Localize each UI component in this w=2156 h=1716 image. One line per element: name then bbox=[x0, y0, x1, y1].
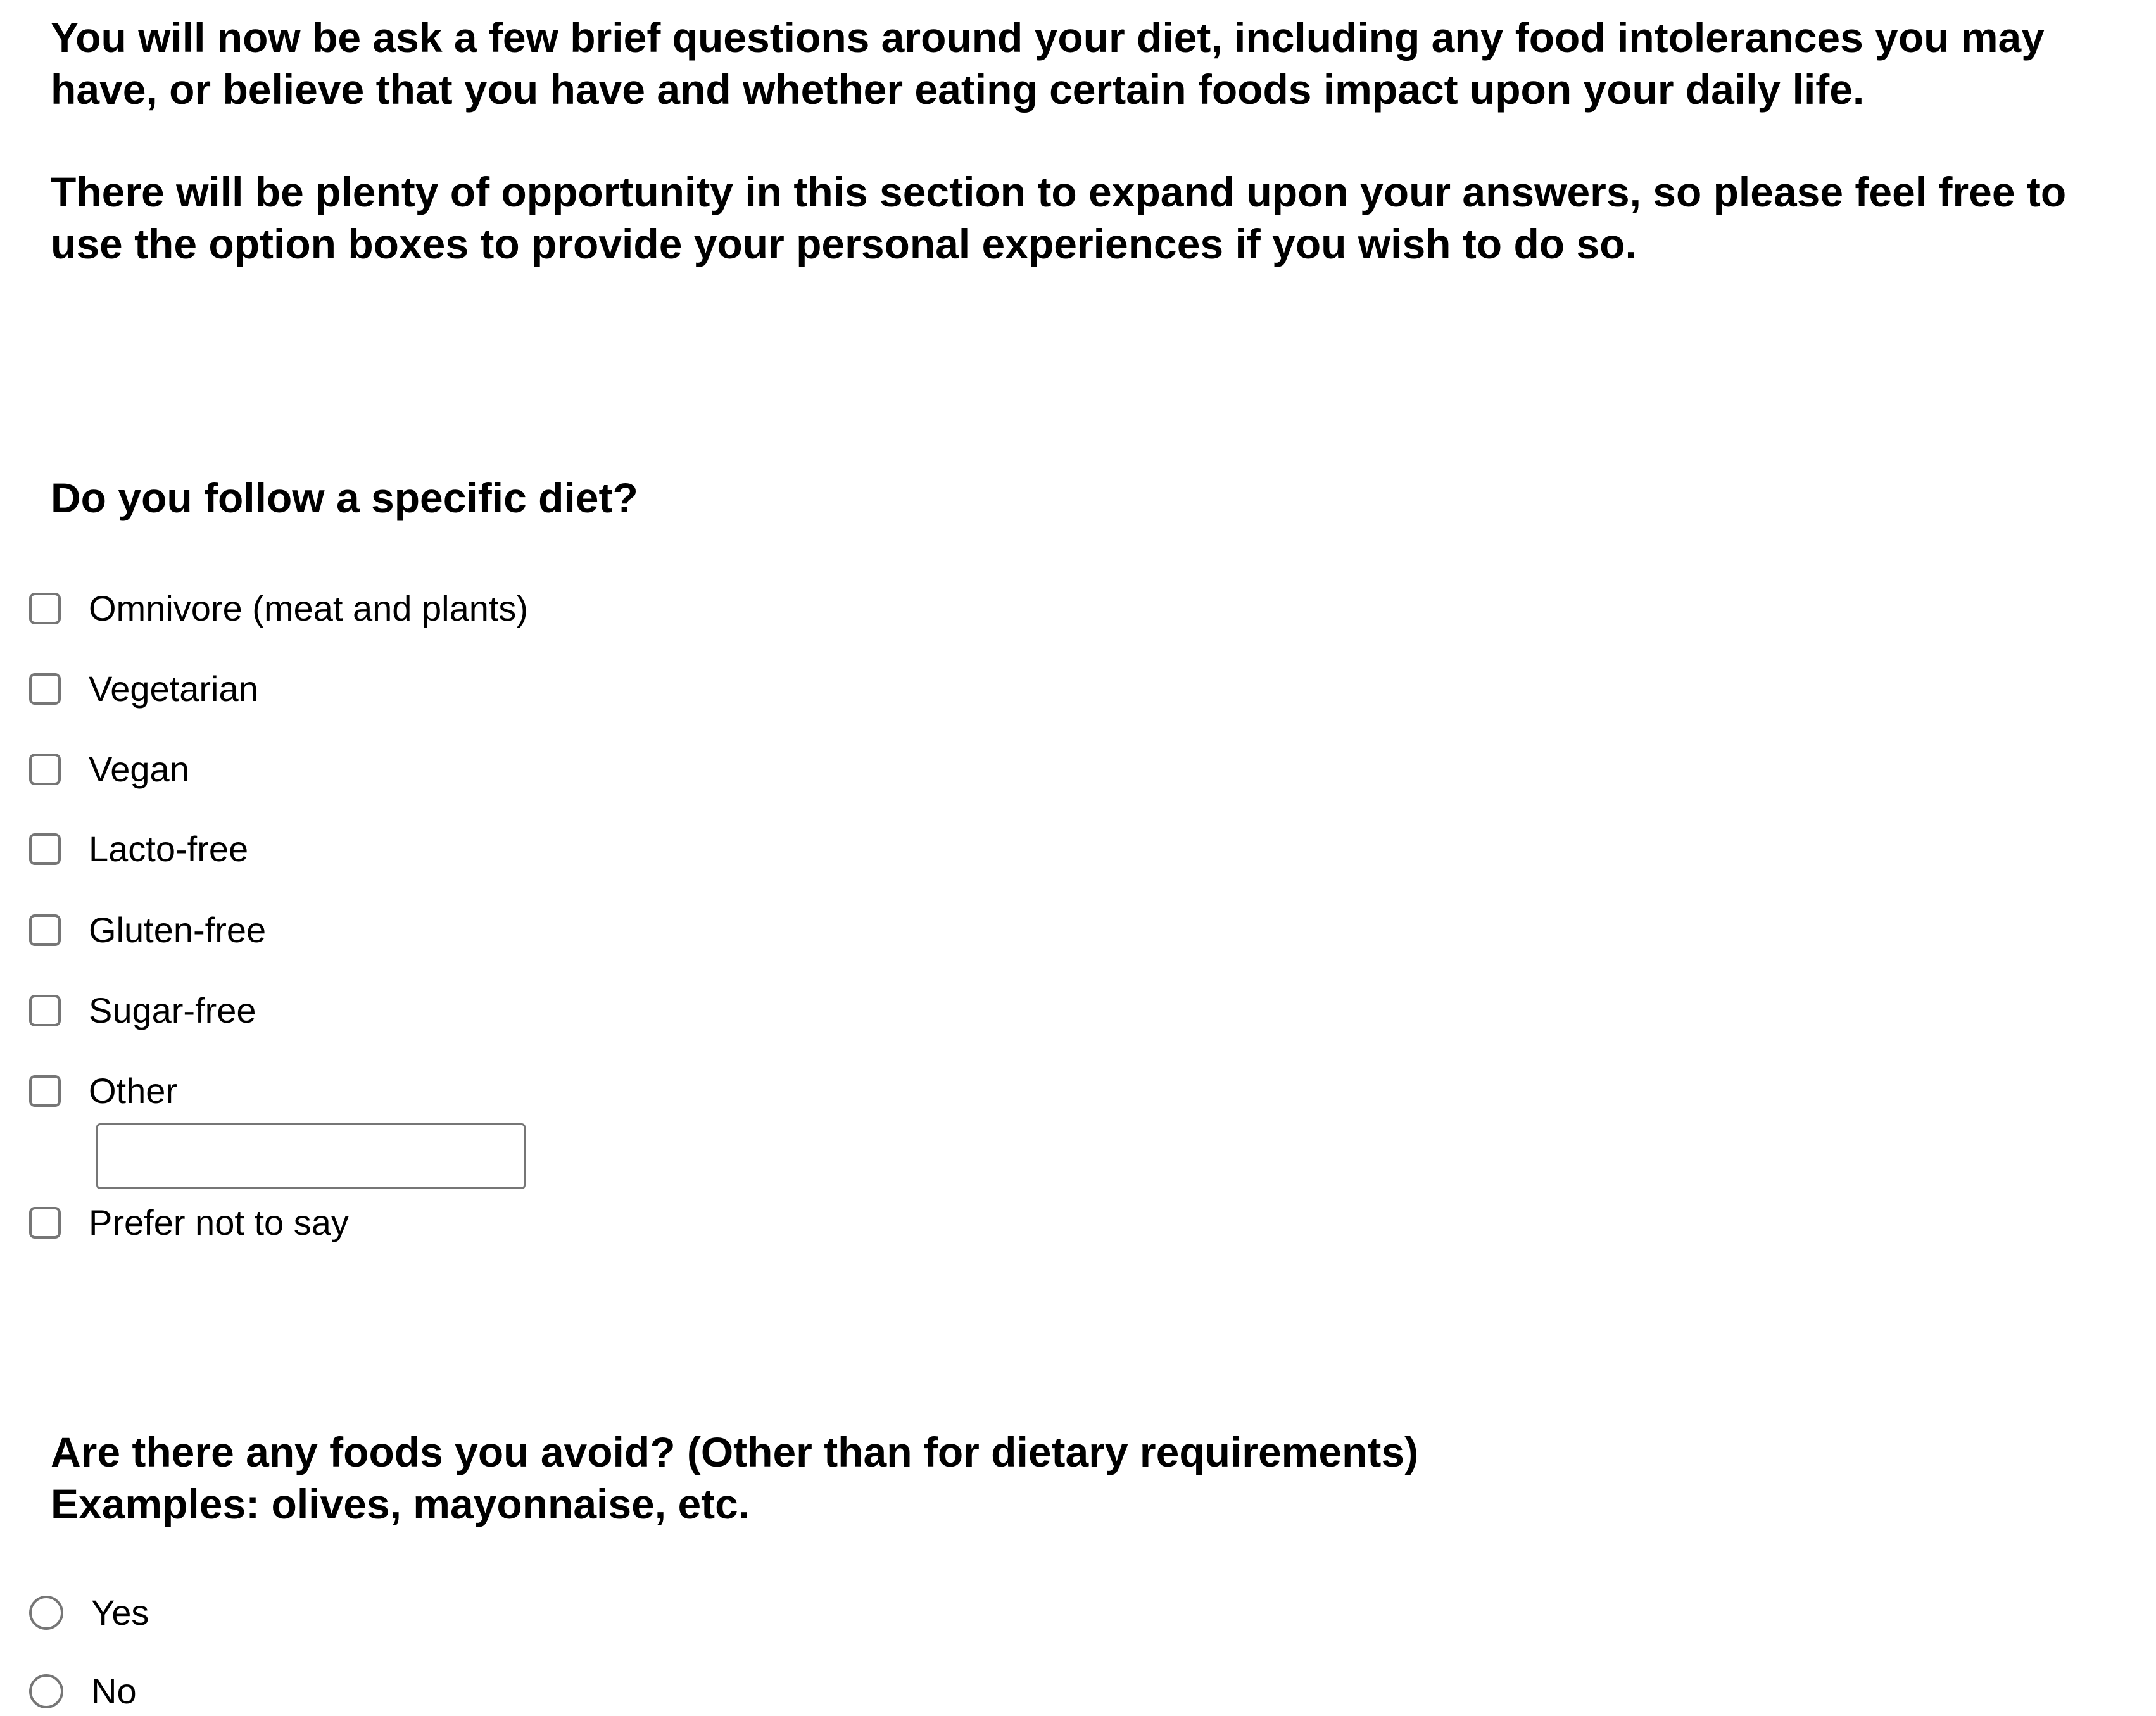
checkbox[interactable] bbox=[29, 1207, 61, 1239]
checkbox[interactable] bbox=[29, 754, 61, 785]
diet-option-vegan[interactable] bbox=[29, 750, 189, 788]
option-label: Other bbox=[89, 1071, 178, 1111]
other-diet-input[interactable] bbox=[96, 1123, 526, 1189]
intro-paragraph-2: There will be plenty of opportunity in this section to expand upon your answers, so please feel free to use the option boxes to provide your personal experiences if you wish to do so. bbox=[51, 168, 2067, 267]
option-label: Lacto-free bbox=[89, 829, 249, 869]
radio-button[interactable] bbox=[29, 1674, 63, 1708]
option-label: Gluten-free bbox=[89, 910, 267, 950]
avoid-option-yes[interactable] bbox=[29, 1594, 149, 1632]
option-label: Prefer not to say bbox=[89, 1202, 349, 1242]
diet-option-omnivore[interactable] bbox=[29, 590, 528, 628]
diet-option-prefer-not-to-say[interactable] bbox=[29, 1204, 349, 1242]
diet-option-gluten-free[interactable] bbox=[29, 911, 266, 949]
avoid-option-no[interactable] bbox=[29, 1672, 137, 1710]
diet-option-other[interactable] bbox=[29, 1072, 177, 1110]
avoid-question-title bbox=[51, 1426, 1418, 1530]
intro-paragraph-1: You will now be ask a few brief questions around your diet, including any food intolerances you may have, or believe that you have and whether eating certain foods impact upon your daily life. bbox=[51, 14, 2045, 113]
diet-option-lacto-free[interactable] bbox=[29, 830, 248, 868]
radio-button[interactable] bbox=[29, 1596, 63, 1630]
diet-option-vegetarian[interactable] bbox=[29, 670, 258, 708]
option-label: Omnivore (meat and plants) bbox=[89, 588, 529, 628]
checkbox[interactable] bbox=[29, 833, 61, 865]
avoid-question-line-2: Examples: olives, mayonnaise, etc. bbox=[51, 1480, 750, 1527]
intro-text bbox=[51, 11, 2140, 270]
avoid-question-line-1: Are there any foods you avoid? (Other than for dietary requirements) bbox=[51, 1429, 1419, 1475]
checkbox[interactable] bbox=[29, 673, 61, 705]
option-label: Sugar-free bbox=[89, 990, 256, 1030]
checkbox[interactable] bbox=[29, 593, 61, 624]
option-label: Yes bbox=[91, 1593, 149, 1632]
checkbox[interactable] bbox=[29, 1075, 61, 1107]
diet-question-title: Do you follow a specific diet? bbox=[51, 474, 638, 521]
diet-option-sugar-free[interactable] bbox=[29, 992, 256, 1030]
option-label: Vegan bbox=[89, 749, 189, 789]
option-label: Vegetarian bbox=[89, 669, 258, 709]
checkbox[interactable] bbox=[29, 914, 61, 946]
checkbox[interactable] bbox=[29, 995, 61, 1026]
option-label: No bbox=[91, 1671, 137, 1711]
